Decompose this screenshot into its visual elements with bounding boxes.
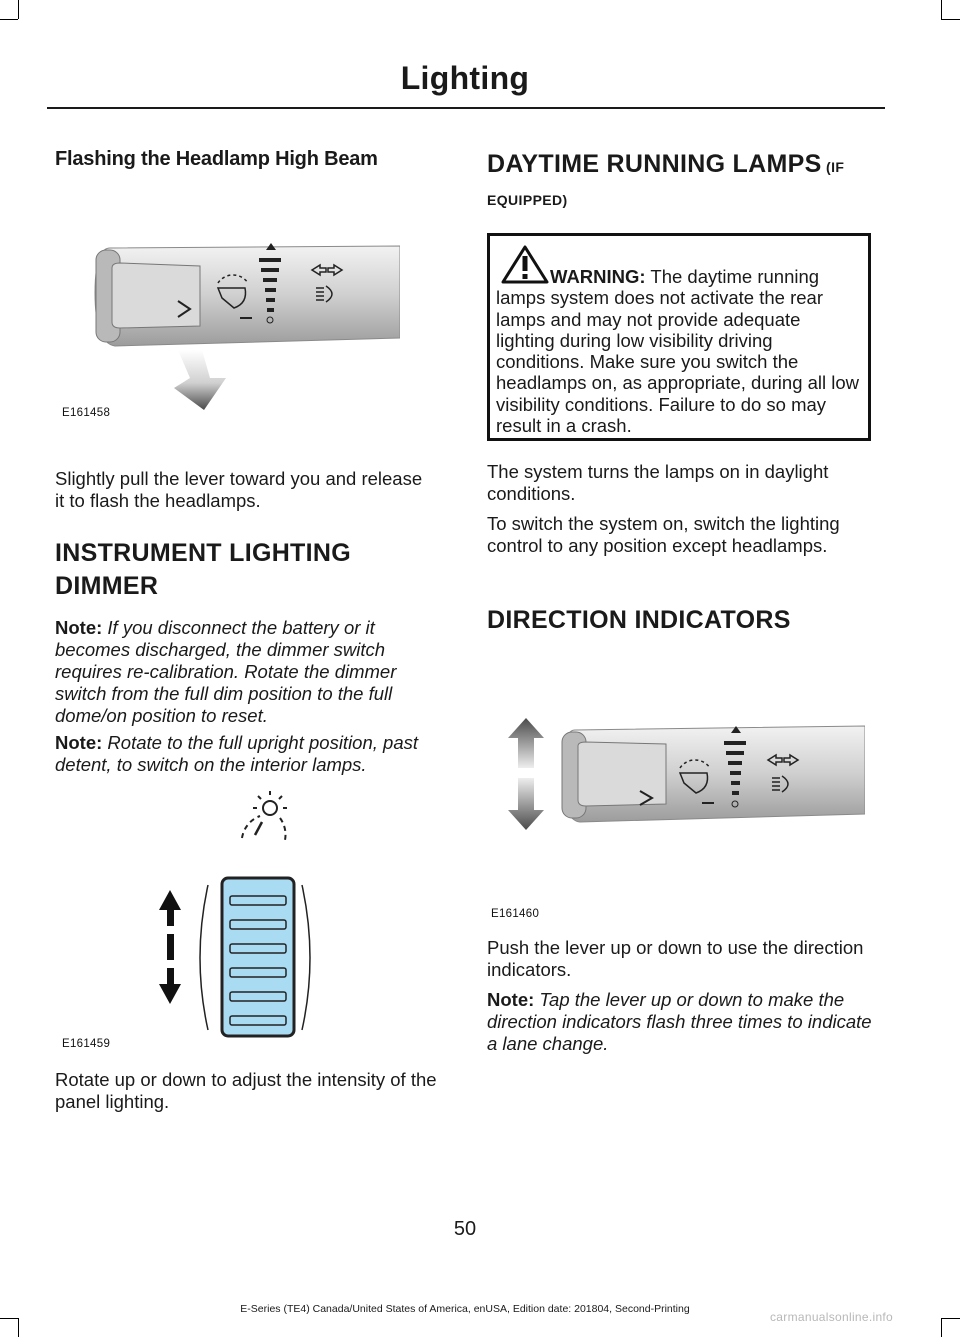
note-text: Tap the lever up or down to make the direction indicators flash three times to indicate a lane change.: [487, 989, 872, 1054]
flash-lever-illustration: [90, 228, 400, 438]
crop-mark: [941, 19, 960, 20]
header-rule: [47, 107, 885, 109]
edition-footer: E-Series (TE4) Canada/United States of America, enUSA, Edition date: 201804, Second-Printing: [240, 1303, 690, 1315]
page-number: 50: [453, 1218, 477, 1240]
warning-text: [496, 266, 862, 436]
drl-heading-suffix-line2: EQUIPPED): [487, 192, 568, 208]
flash-heading: Flashing the Headlamp High Beam: [55, 148, 378, 170]
warning-triangle-icon: [500, 244, 550, 284]
figure-code: E161460: [491, 908, 540, 920]
crop-mark: [18, 0, 19, 19]
note-label: Note:: [55, 732, 103, 753]
crop-mark: [941, 1318, 942, 1337]
drl-heading-suffix: (IF: [826, 159, 845, 175]
warning-message: The daytime running lamps system does not activate the rear lamps and may not provide adequate lighting during low visibility driving conditions. Make sure you switch the headlamps on, as appropriate, during all low visibility conditions. Failure to do so may result in a crash.: [496, 266, 860, 437]
crop-mark: [18, 1318, 19, 1337]
warning-box: [487, 233, 871, 441]
dimmer-description: Rotate up or down to adjust the intensity of the panel lighting.: [55, 1069, 437, 1112]
figure-code: E161459: [62, 1038, 111, 1050]
note-text: If you disconnect the battery or it becomes discharged, the dimmer switch requires re-calibration. Rotate the dimmer switch from the full dim position to the full dome/on position to reset.: [55, 617, 397, 726]
note-lane-change: [487, 989, 882, 1055]
crop-mark: [0, 19, 18, 20]
dimmer-switch-illustration: [150, 790, 330, 1040]
note-interior-lamps: [55, 732, 450, 776]
crop-mark: [941, 0, 942, 19]
note-text: Rotate to the full upright position, past detent, to switch on the interior lamps.: [55, 732, 419, 775]
dimmer-heading-line1: INSTRUMENT LIGHTING: [55, 539, 351, 567]
figure-code: E161458: [62, 407, 111, 419]
page-title: Lighting: [400, 60, 530, 96]
drl-description-2: To switch the system on, switch the lighting control to any position except headlamps.: [487, 513, 840, 556]
drl-heading: [487, 148, 844, 180]
crop-mark: [0, 1318, 18, 1319]
dimmer-heading-line2: DIMMER: [55, 572, 159, 600]
direction-lever-illustration: [500, 716, 865, 836]
note-label: Note:: [55, 617, 103, 638]
crop-mark: [941, 1318, 960, 1319]
drl-description-1: The system turns the lamps on in daylight conditions.: [487, 461, 829, 504]
drl-heading-text: DAYTIME RUNNING LAMPS: [487, 150, 822, 178]
note-label: Note:: [487, 989, 535, 1010]
flash-description: Slightly pull the lever toward you and release it to flash the headlamps.: [55, 468, 423, 511]
direction-heading: DIRECTION INDICATORS: [487, 606, 791, 634]
note-recalibration: [55, 617, 450, 727]
warning-label: WARNING:: [550, 266, 646, 287]
direction-description: Push the lever up or down to use the direction indicators.: [487, 937, 864, 980]
watermark: carmanualsonline.info: [770, 1310, 894, 1324]
